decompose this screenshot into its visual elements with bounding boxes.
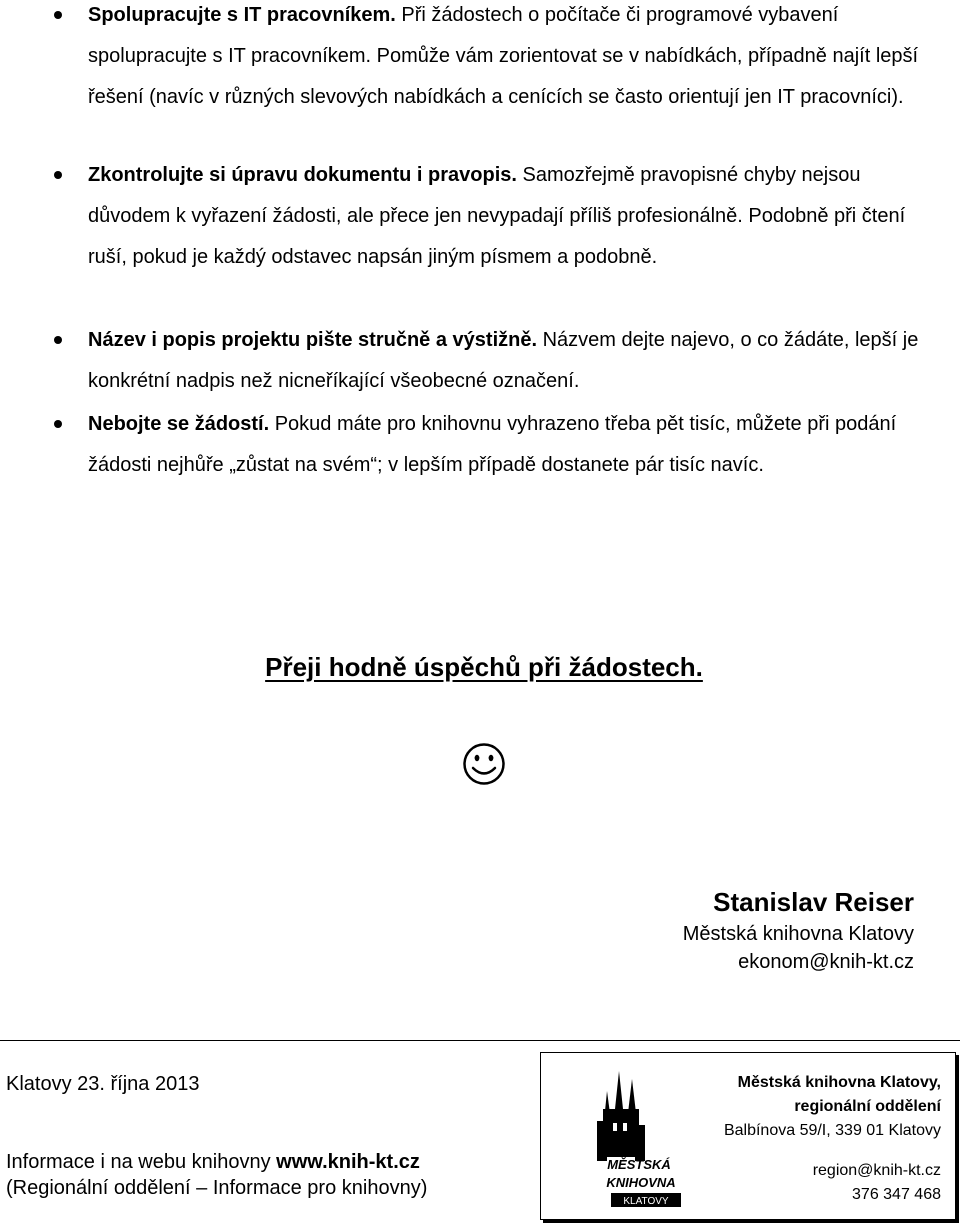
bullet-text: Samozřejmě pravopisné chyby nejsou důvodem k vyřazení žádosti, ale přece jen nevypadají příliš profesionálně. Podobně při čtení ruší, pokud je každý odstavec napsán jiným písmem a podobně. [88,164,906,268]
footer-web-prefix: Informace i na webu knihovny [6,1151,277,1173]
bullet-text: Při žádostech o počítače či programové vybavení spolupracujte s IT pracovníkem. Pomůže vám zorientovat se v nabídkách, případně najít lepší řešení (navíc v různých slevových nabídkách a cenících se často orientují jen IT pracovníci). [88,4,919,108]
bullet-icon [54,11,62,19]
bullet-text: Pokud máte pro knihovnu vyhrazeno třeba pět tisíc, můžete při podání žádosti nejhůře „zůstat na svém“; v lepším případě dostanete pár tisíc navíc. [88,413,897,476]
bullet-icon [54,171,62,179]
contact-box [540,1052,956,1220]
logo-word: KNIHOVNA [606,1175,676,1190]
contact-org [724,1071,941,1143]
bullet-icon [54,336,62,344]
contact-email[interactable]: region@knih-kt.cz [812,1162,941,1179]
contact-org-line: regionální oddělení [794,1098,941,1115]
bullet-item [88,155,928,278]
bullet-heading: Název i popis projektu pište stručně a výstižně. [88,329,538,351]
logo-word: MĚSTSKÁ [607,1157,671,1172]
signature-org: Městská knihovna Klatovy [682,923,914,945]
bullet-item [88,0,928,118]
bullet-text: Názvem dejte najevo, o co žádáte, lepší je konkrétní nadpis než nicneříkající všeobecné označení. [88,329,919,392]
contact-details [813,1159,941,1207]
signature-name: Stanislav Reiser [713,887,914,917]
bullet-heading: Spolupracujte s IT pracovníkem. [88,4,396,26]
footer-web-note: (Regionální oddělení – Informace pro knihovny) [6,1177,428,1199]
bullet-heading: Nebojte se žádostí. [88,413,270,435]
footer-divider [0,1040,960,1041]
smiley-icon [462,742,506,786]
contact-phone: 376 347 468 [852,1186,941,1203]
contact-address: Balbínova 59/I, 339 01 Klatovy [723,1122,941,1139]
logo-word: KLATOVY [623,1196,669,1207]
contact-org-line: Městská knihovna Klatovy, [737,1074,941,1091]
signature-block [683,884,914,976]
bullet-item [88,404,928,486]
signature-email: ekonom@knih-kt.cz [738,951,914,973]
bullet-item [88,320,928,402]
footer-web-line [6,1149,420,1175]
closing-wish: Přeji hodně úspěchů při žádostech. [265,652,703,682]
footer-date: Klatovy 23. října 2013 [6,1073,200,1095]
library-logo [577,1069,697,1211]
bullet-icon [54,420,62,428]
bullet-heading: Zkontrolujte si úpravu dokumentu i pravopis. [88,164,517,186]
footer-web-link[interactable]: www.knih-kt.cz [276,1151,420,1173]
